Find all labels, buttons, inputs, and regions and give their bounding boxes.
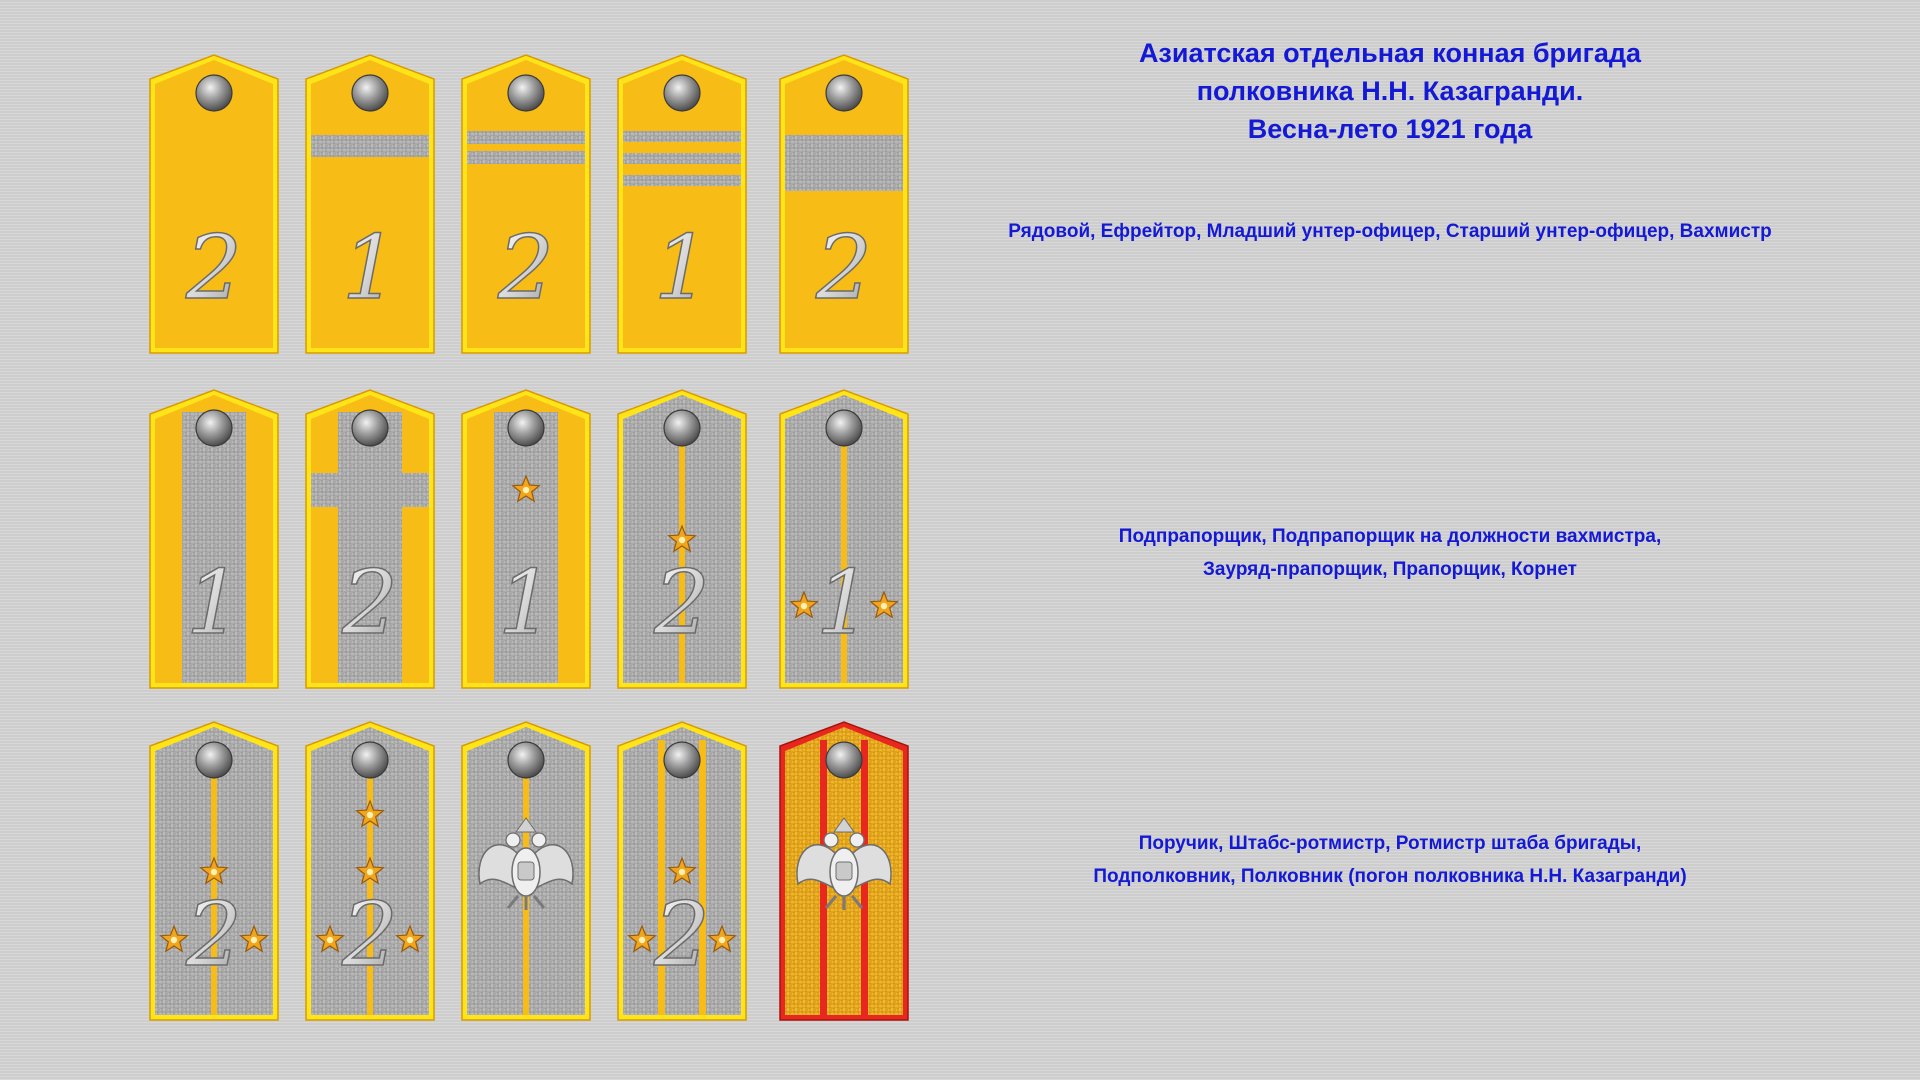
- regiment-numeral: 2: [816, 216, 872, 319]
- shoulder-board: [462, 55, 590, 353]
- eagle-head-right: [850, 833, 864, 847]
- caption-line: Рядовой, Ефрейтор, Младший унтер-офицер, Старший унтер-офицер, Вахмистр: [1008, 221, 1772, 242]
- button-icon: [196, 410, 232, 446]
- rank-stripe: [467, 151, 585, 164]
- regiment-numeral: 1: [816, 551, 872, 654]
- star-center: [367, 869, 373, 875]
- rank-stripe: [311, 135, 429, 157]
- silver-crossbar: [311, 473, 429, 507]
- rank-stripe: [785, 135, 903, 191]
- star-center: [523, 487, 529, 493]
- title-line: полковника Н.Н. Казагранди.: [1196, 76, 1584, 106]
- eagle-shield: [518, 862, 534, 880]
- regiment-numeral: 1: [498, 551, 554, 654]
- shoulder-board: [150, 390, 278, 688]
- shoulder-board: [306, 390, 434, 688]
- eagle-shield: [836, 862, 852, 880]
- regiment-numeral: 2: [186, 883, 242, 986]
- regiment-numeral: 1: [654, 216, 710, 319]
- shoulder-board: [462, 390, 590, 688]
- star-center: [719, 937, 725, 943]
- eagle-head-left: [824, 833, 838, 847]
- shoulder-board: [780, 390, 908, 688]
- page-title: [960, 34, 1820, 148]
- button-icon: [196, 75, 232, 111]
- regiment-numeral: 2: [654, 551, 710, 654]
- button-icon: [826, 410, 862, 446]
- caption-line: Подполковник, Полковник (погон полковника Н.Н. Казагранди): [1093, 866, 1687, 887]
- regiment-numeral: 2: [342, 883, 398, 986]
- button-icon: [196, 742, 232, 778]
- star-center: [367, 812, 373, 818]
- regiment-numeral: 2: [342, 551, 398, 654]
- star-center: [251, 937, 257, 943]
- regiment-numeral: 2: [498, 216, 554, 319]
- caption-row-2: [960, 520, 1820, 586]
- shoulder-board: [150, 722, 278, 1020]
- shoulder-board: [306, 55, 434, 353]
- button-icon: [352, 410, 388, 446]
- caption-line: Поручик, Штабс-ротмистр, Ротмистр штаба бригады,: [1138, 833, 1642, 854]
- eagle-head-left: [506, 833, 520, 847]
- star-center: [327, 937, 333, 943]
- button-icon: [826, 75, 862, 111]
- caption-line: Подпрапорщик, Подпрапорщик на должности вахмистра,: [1118, 526, 1662, 547]
- rank-stripe: [467, 131, 585, 144]
- star-center: [211, 869, 217, 875]
- shoulder-board: [618, 390, 746, 688]
- boards-layer: [150, 55, 908, 1020]
- shoulder-board: [306, 722, 434, 1020]
- button-icon: [508, 410, 544, 446]
- caption-row-1: [960, 215, 1820, 248]
- button-icon: [664, 75, 700, 111]
- shoulder-board: [780, 55, 908, 353]
- star-center: [801, 603, 807, 609]
- caption-row-3: [960, 827, 1820, 893]
- caption-line: Зауряд-прапорщик, Прапорщик, Корнет: [1203, 559, 1577, 580]
- button-icon: [352, 742, 388, 778]
- star-center: [407, 937, 413, 943]
- regiment-numeral: 2: [186, 216, 242, 319]
- shoulder-board: [150, 55, 278, 353]
- star-center: [639, 937, 645, 943]
- rank-stripe: [623, 153, 741, 164]
- title-line: Азиатская отдельная конная бригада: [1138, 38, 1642, 68]
- star-center: [171, 937, 177, 943]
- button-icon: [352, 75, 388, 111]
- star-center: [679, 869, 685, 875]
- eagle-head-right: [532, 833, 546, 847]
- regiment-numeral: 1: [342, 216, 398, 319]
- shoulder-board: [780, 722, 908, 1020]
- button-icon: [826, 742, 862, 778]
- shoulder-board: [618, 55, 746, 353]
- star-center: [679, 537, 685, 543]
- rank-stripe: [623, 175, 741, 186]
- star-center: [881, 603, 887, 609]
- rank-stripe: [623, 131, 741, 142]
- shoulder-board: [462, 722, 590, 1020]
- regiment-numeral: 1: [186, 551, 242, 654]
- button-icon: [664, 742, 700, 778]
- regiment-numeral: 2: [654, 883, 710, 986]
- button-icon: [508, 742, 544, 778]
- button-icon: [664, 410, 700, 446]
- shoulder-board: [618, 722, 746, 1020]
- title-line: Весна-лето 1921 года: [1247, 114, 1533, 144]
- button-icon: [508, 75, 544, 111]
